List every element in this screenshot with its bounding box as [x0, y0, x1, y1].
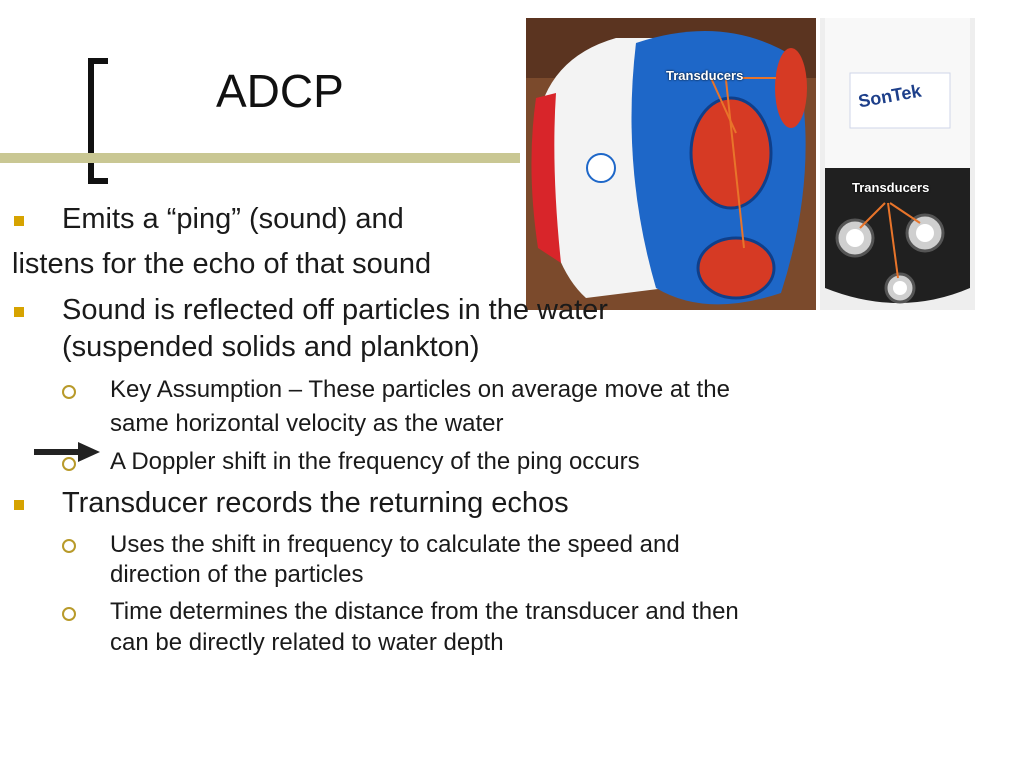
- bullet-3: Transducer records the returning echos: [62, 487, 569, 519]
- bullet-square-icon: [14, 307, 24, 317]
- transducers-label-left: Transducers: [666, 68, 744, 83]
- adcp-photo-blue: [526, 18, 816, 310]
- title-underline-rule: [0, 153, 520, 163]
- bullet-2-line-2: (suspended solids and plankton): [62, 331, 480, 363]
- adcp-blue-illustration: [526, 18, 816, 310]
- bullet-2-line-1: Sound is reflected off particles in the water: [62, 294, 608, 326]
- sub-bullet-3b-line-1: Time determines the distance from the transducer and then: [110, 598, 739, 625]
- sub-bullet-circle-icon: [62, 607, 76, 621]
- sontek-brand-label: SonTek: [856, 80, 923, 112]
- slide-title: ADCP: [216, 65, 344, 117]
- transducers-label-right: Transducers: [852, 180, 930, 195]
- sub-bullet-circle-icon: [62, 457, 76, 471]
- sub-bullet-3b-line-2: can be directly related to water depth: [110, 629, 504, 656]
- bullet-square-icon: [14, 500, 24, 510]
- title-bracket: [88, 58, 108, 184]
- bullet-1-line-1: Emits a “ping” (sound) and: [62, 203, 404, 235]
- sub-bullet-3a-line-1: Uses the shift in frequency to calculate the speed and: [110, 531, 680, 558]
- sub-bullet-circle-icon: [62, 385, 76, 399]
- sub-bullet-2a-line-1: Key Assumption – These particles on average move at the: [110, 376, 730, 403]
- sub-bullet-circle-icon: [62, 539, 76, 553]
- sub-bullet-2b: A Doppler shift in the frequency of the ping occurs: [110, 448, 640, 475]
- bullet-1-line-2: listens for the echo of that sound: [12, 248, 432, 280]
- bullet-square-icon: [14, 216, 24, 226]
- adcp-photo-sontek: [820, 18, 975, 310]
- sub-bullet-3a-line-2: direction of the particles: [110, 561, 364, 588]
- adcp-sontek-illustration: [820, 18, 975, 310]
- sub-bullet-2a-line-2: same horizontal velocity as the water: [110, 410, 504, 437]
